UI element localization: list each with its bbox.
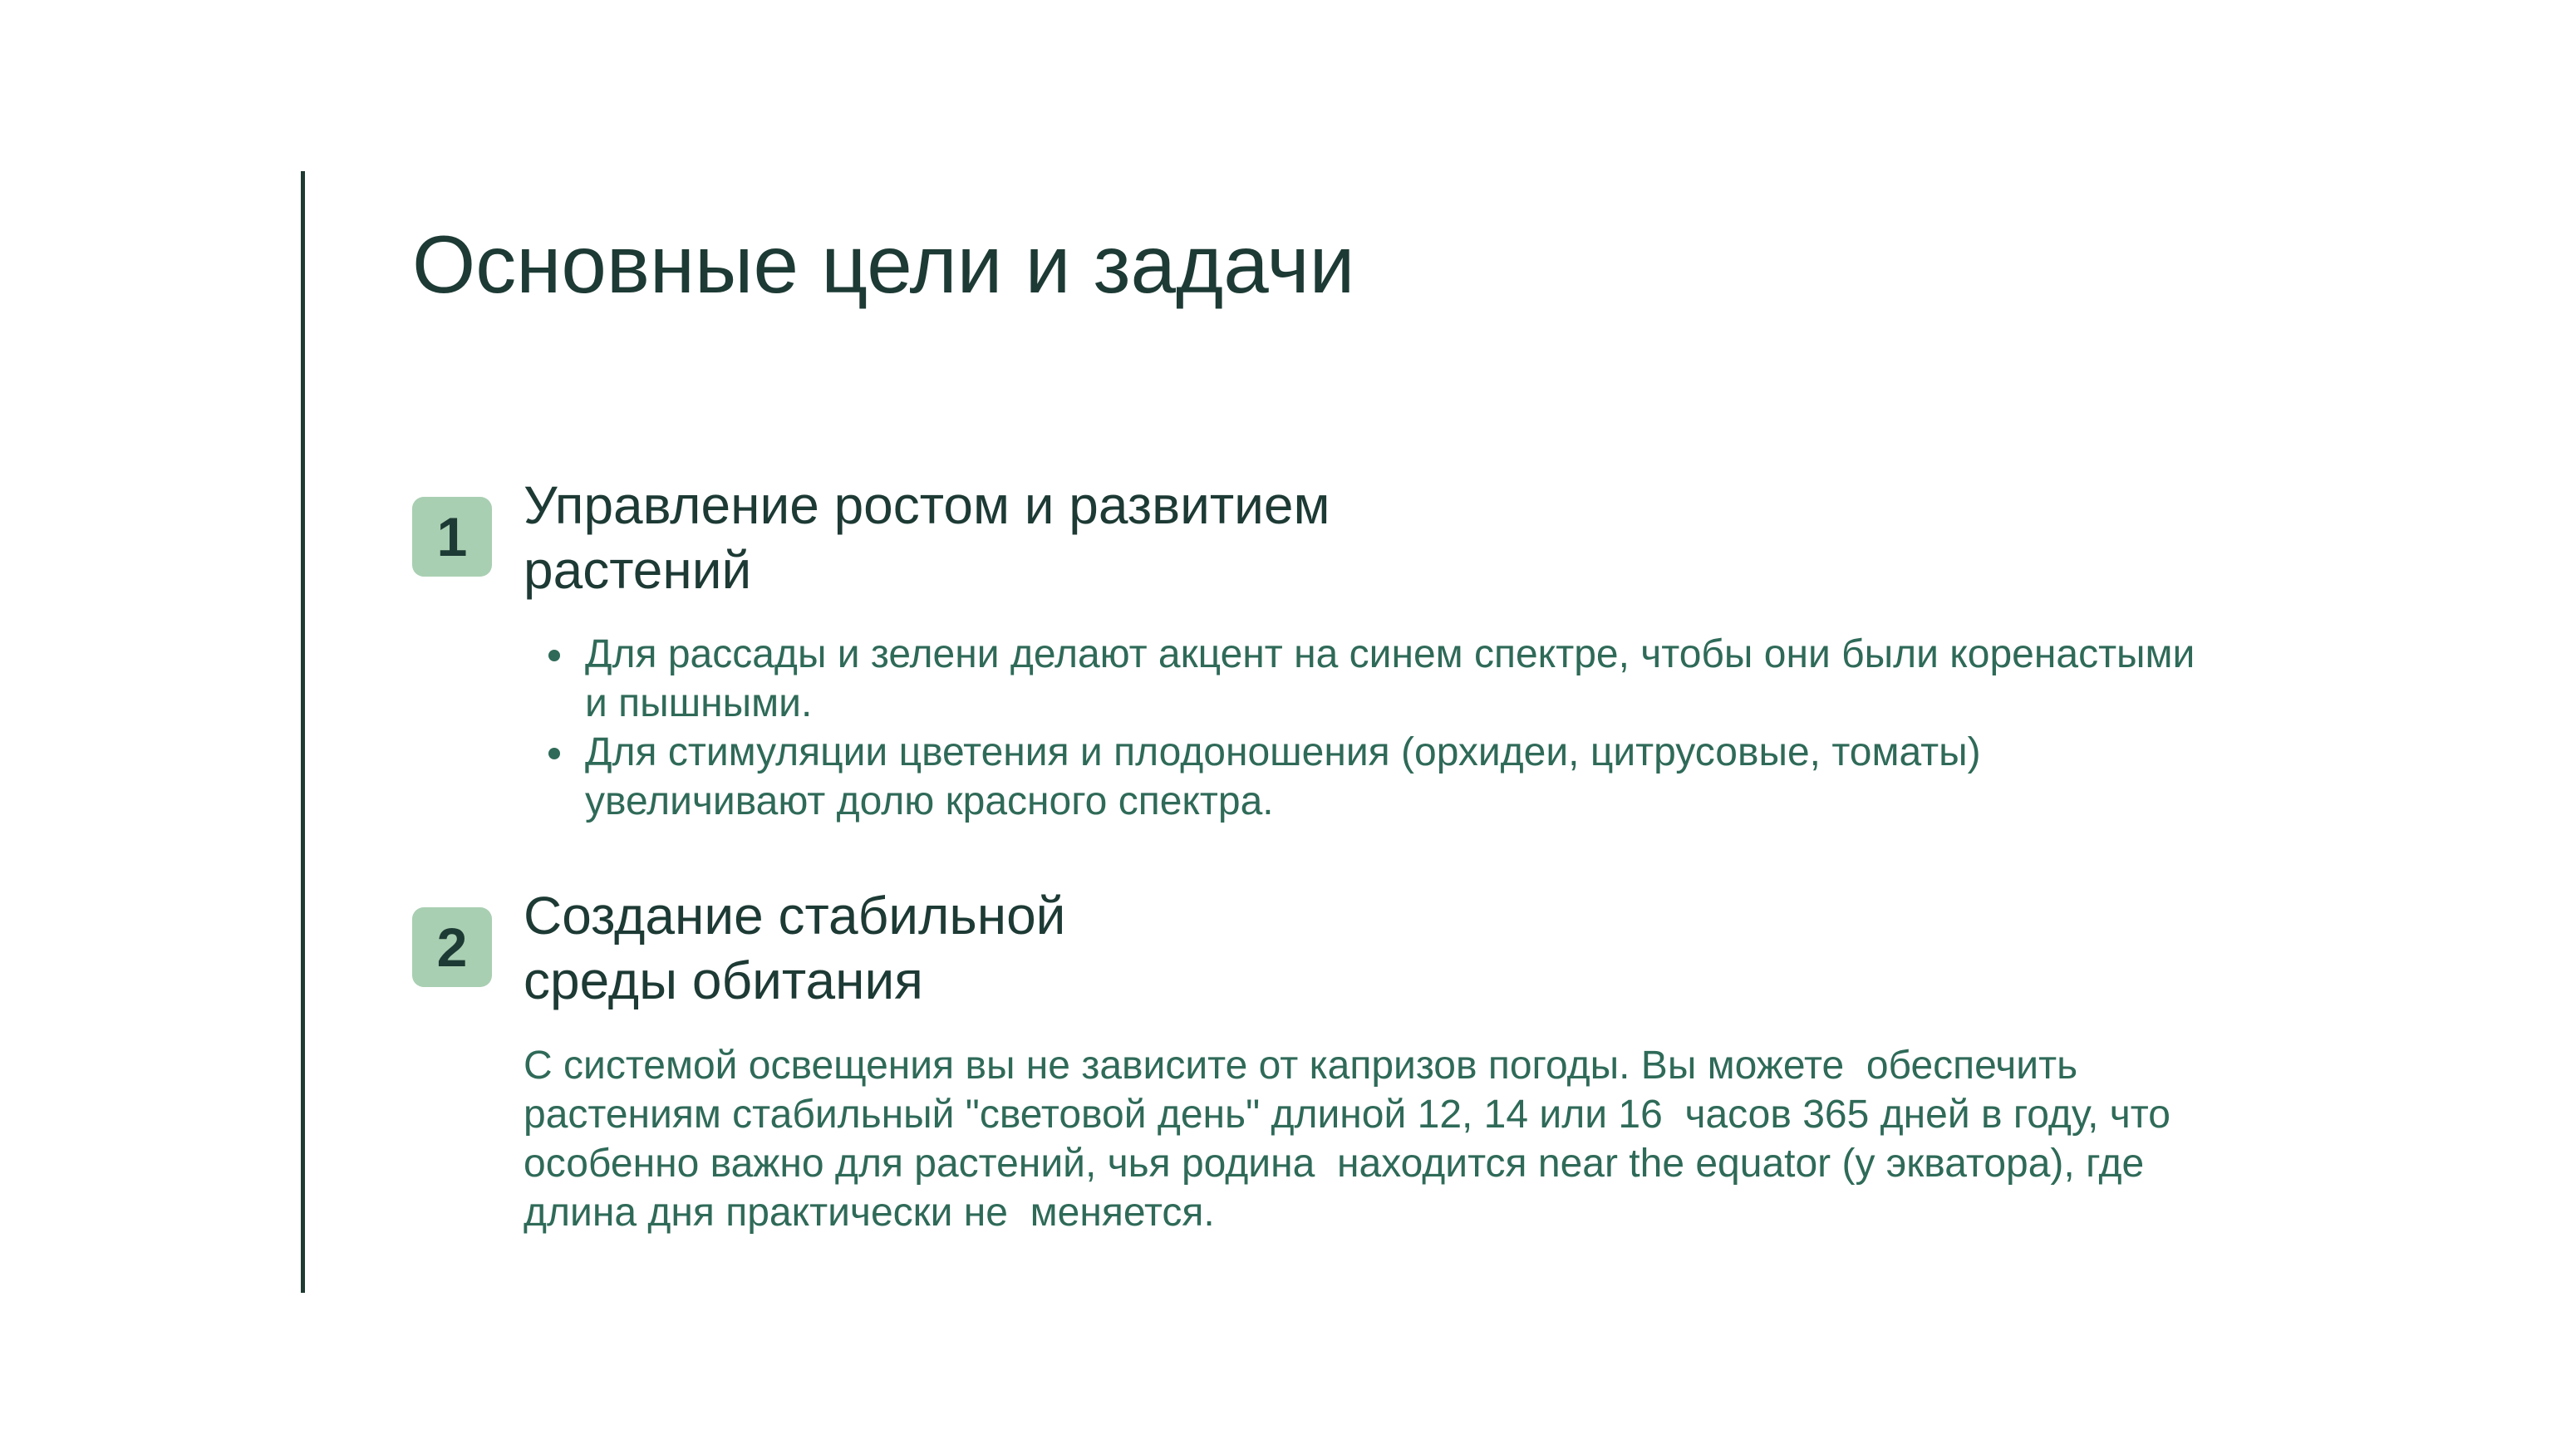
section-heading-1 xyxy=(524,473,1330,602)
bullet-item-2 xyxy=(524,728,2352,826)
section-heading-1-line-1: Управление ростом и развитием xyxy=(524,475,1330,535)
section-heading-2-line-1: Создание стабильной xyxy=(524,886,1066,946)
section-heading-2 xyxy=(524,883,1065,1013)
bullet-item-1 xyxy=(524,630,2352,728)
section-number-badge-1: 1 xyxy=(412,497,492,577)
section-number-badge-2: 2 xyxy=(412,907,492,987)
bullet-item-2-line-2: увеличивают долю красного спектра. xyxy=(585,779,1274,823)
paragraph-line-4: длина дня практически не меняется. xyxy=(524,1191,1215,1235)
bullet-item-1-line-2: и пышными. xyxy=(585,681,813,725)
section-heading-1-line-2: растений xyxy=(524,540,752,600)
bullet-item-1-line-1: Для рассады и зелени делают акцент на синем спектре, чтобы они были коренастыми xyxy=(585,632,2195,676)
paragraph-line-2: растениям стабильный "световой день" длиной 12, 14 или 16 часов 365 дней в году, что xyxy=(524,1093,2170,1137)
paragraph-line-3: особенно важно для растений, чья родина находится near the equator (у экватора), где xyxy=(524,1142,2145,1186)
bullet-dot-icon xyxy=(548,650,560,661)
section-2-paragraph xyxy=(524,1041,2170,1237)
slide-title: Основные цели и задачи xyxy=(412,219,1355,310)
paragraph-line-1: С системой освещения вы не зависите от капризов погоды. Вы можете обеспечить xyxy=(524,1044,2078,1088)
bullet-dot-icon xyxy=(548,748,560,759)
accent-divider-line xyxy=(301,171,305,1293)
section-1-bullet-list xyxy=(524,630,2352,826)
bullet-item-2-line-1: Для стимуляции цветения и плодоношения (орхидеи, цитрусовые, томаты) xyxy=(585,730,1981,774)
section-heading-2-line-2: среды обитания xyxy=(524,950,923,1010)
